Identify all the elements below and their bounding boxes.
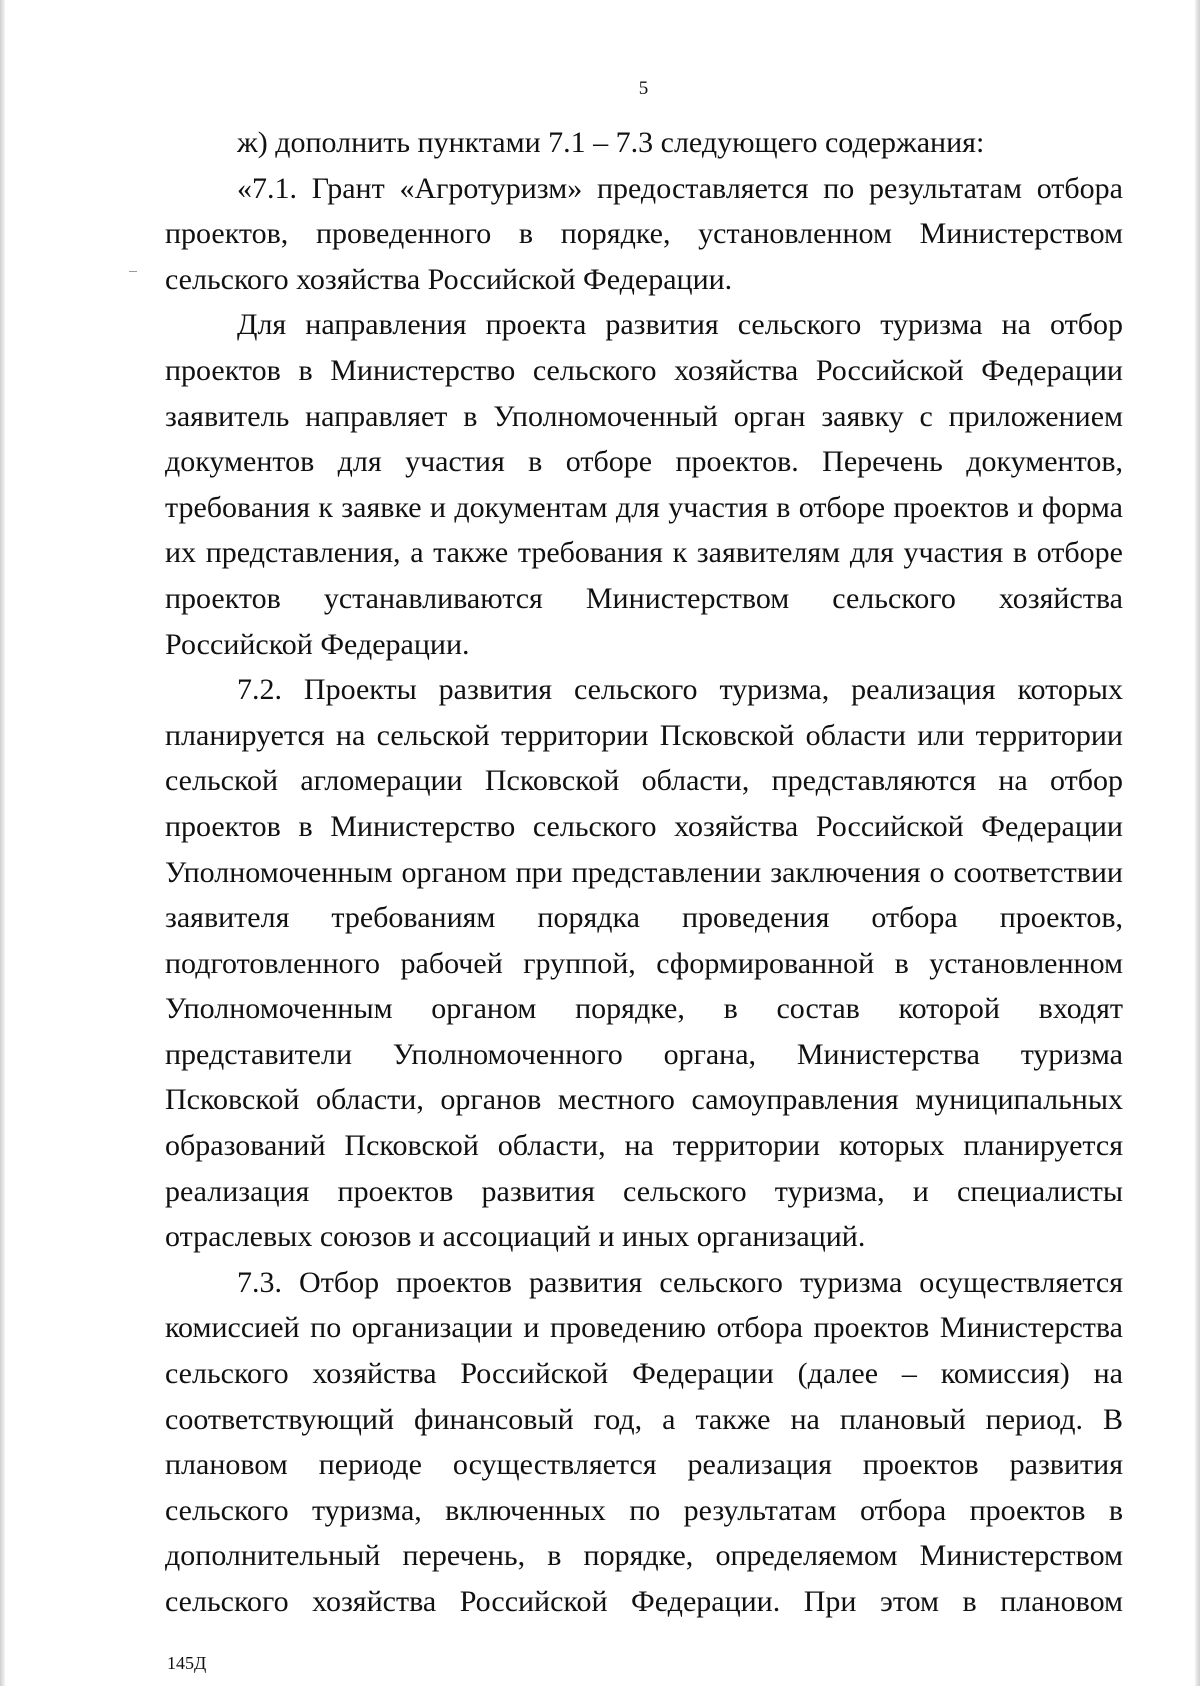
- scan-edge-left: [0, 0, 5, 1686]
- page-number: 5: [638, 78, 649, 99]
- paragraph-amendment-intro: ж) дополнить пунктами 7.1 – 7.3 следующего содержания:: [237, 126, 985, 159]
- document-body: [165, 120, 1123, 1625]
- paragraph-7-2: 7.2. Проекты развития сельского туризма, реализация которых планируется на сельской территории Псковской области или территории сельской агломерации Псковской области, представляются на отбор проектов в Министерство сельского хозяйства Российской Федерации Уполномоченным органом при представлении заключения о соответствии заявителя требованиям порядка проведения отбора проектов, подготовленного рабочей группой, сформированной в установленном Уполномоченным органом порядке, в состав которой входят представители Уполномоченного органа, Министерства туризма Псковской области, органов местного самоуправления муниципальных образований Псковской области, на территории которых планируется реализация проектов развития сельского туризма, и специалисты отраслевых союзов и ассоциаций и иных организаций.: [165, 673, 1123, 1254]
- paragraph-7-3: 7.3. Отбор проектов развития сельского туризма осуществляется комиссией по организации и проведению отбора проектов Министерства сельского хозяйства Российской Федерации (далее – комиссия) на соответствующий финансовый год, а также на плановый период. В плановом периоде осуществляется реализация проектов развития сельского туризма, включенных по результатам отбора проектов в дополнительный перечень, в порядке, определяемом Министерством сельского хозяйства Российской Федерации. При этом в плановом: [165, 1265, 1123, 1618]
- document-code: 145Д: [167, 1653, 207, 1673]
- scan-edge-right: [1195, 0, 1200, 1686]
- paragraph-7-1-documents: Для направления проекта развития сельского туризма на отбор проектов в Министерство сельского хозяйства Российской Федерации заявитель направляет в Уполномоченный орган заявку с приложением документов для участия в отборе проектов. Перечень документов, требования к заявке и документам для участия в отборе проектов и форма их представления, а также требования к заявителям для участия в отборе проектов устанавливаются Министерством сельского хозяйства Российской Федерации.: [165, 308, 1123, 661]
- paragraph-7-1: «7.1. Грант «Агротуризм» предоставляется по результатам отбора проектов, проведенного в порядке, установленном Министерством сельского хозяйства Российской Федерации.: [165, 171, 1123, 296]
- margin-mark: [129, 271, 137, 272]
